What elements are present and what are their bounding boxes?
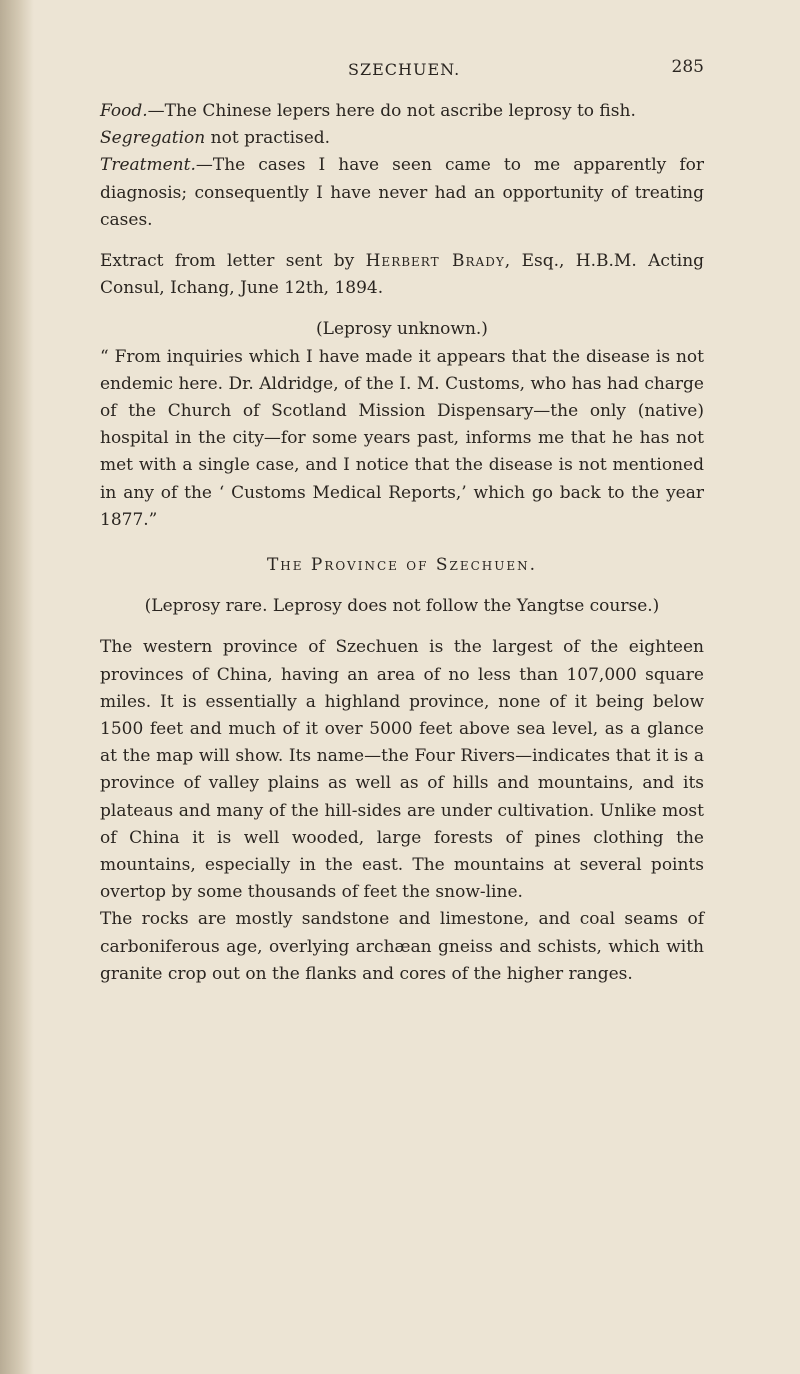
leprosy-unknown-note: (Leprosy unknown.) [316,319,488,340]
letter-quote: “ From inquiries which I have made it appears that the disease is not endemic here. Dr. Aldridge, of the I. M. Customs, who has had charge of the Church of Scotland Mission Dispensary—the only (native) hospital in the city—for some years past, informs me that he has not met with a single case, and I notice that the disease is not mentioned in any of the ‘ Customs Medical Reports,’ which go back to the year 1877.” [100,346,704,530]
book-page [100,50,704,988]
extract-name: Herbert Brady [365,251,505,272]
food-label: Food. [100,101,148,121]
treatment-text: —The cases I have seen came to me apparently for diagnosis; consequently I have never had an opportunity of treating cases. [100,155,704,230]
rocks-paragraph: The rocks are mostly sandstone and limestone, and coal seams of carboniferous age, overlying archæan gneiss and schists, which with granite crop out on the flanks and cores of the higher ranges. [100,909,704,984]
page-binding-edge [0,0,34,1374]
western-province-paragraph: The western province of Szechuen is the largest of the eighteen provinces of China, having an area of no less than 107,000 square miles. It is essentially a highland province, none of it being below 1500 feet and much of it over 5000 feet above sea level, as a glance at the map will show. Its name—the Four Rivers—indicates that it is a province of valley plains as well as of hills and mountains, and its plateaus and many of the hill-sides are under cultivation. Unlike most of China it is well wooded, large forests of pines clothing the mountains, especially in the east. The mountains at several points overtop by some thousands of feet the snow-line. [100,637,704,903]
segregation-text: not practised. [210,128,331,149]
treatment-label: Treatment. [100,155,196,176]
extract-after: , Esq., H.B.M. Acting Consul, Ichang, June 12th, 1894. [100,251,705,299]
running-title: SZECHUEN. [348,60,461,79]
segregation-label: Segregation [100,128,206,149]
food-text: —The Chinese lepers here do not ascribe leprosy to fish. [147,101,636,121]
section-heading: The Province of Szechuen. [266,555,538,576]
segregation-paragraph [100,125,704,152]
treatment-paragraph [100,152,704,234]
food-paragraph [100,98,704,125]
extract-before: Extract from letter sent by [100,251,355,272]
leprosy-rare-note: (Leprosy rare. Leprosy does not follow the Yangtse course.) [144,596,660,617]
page-header [100,50,704,84]
extract-paragraph [100,248,704,302]
page-number: 285 [671,57,704,77]
